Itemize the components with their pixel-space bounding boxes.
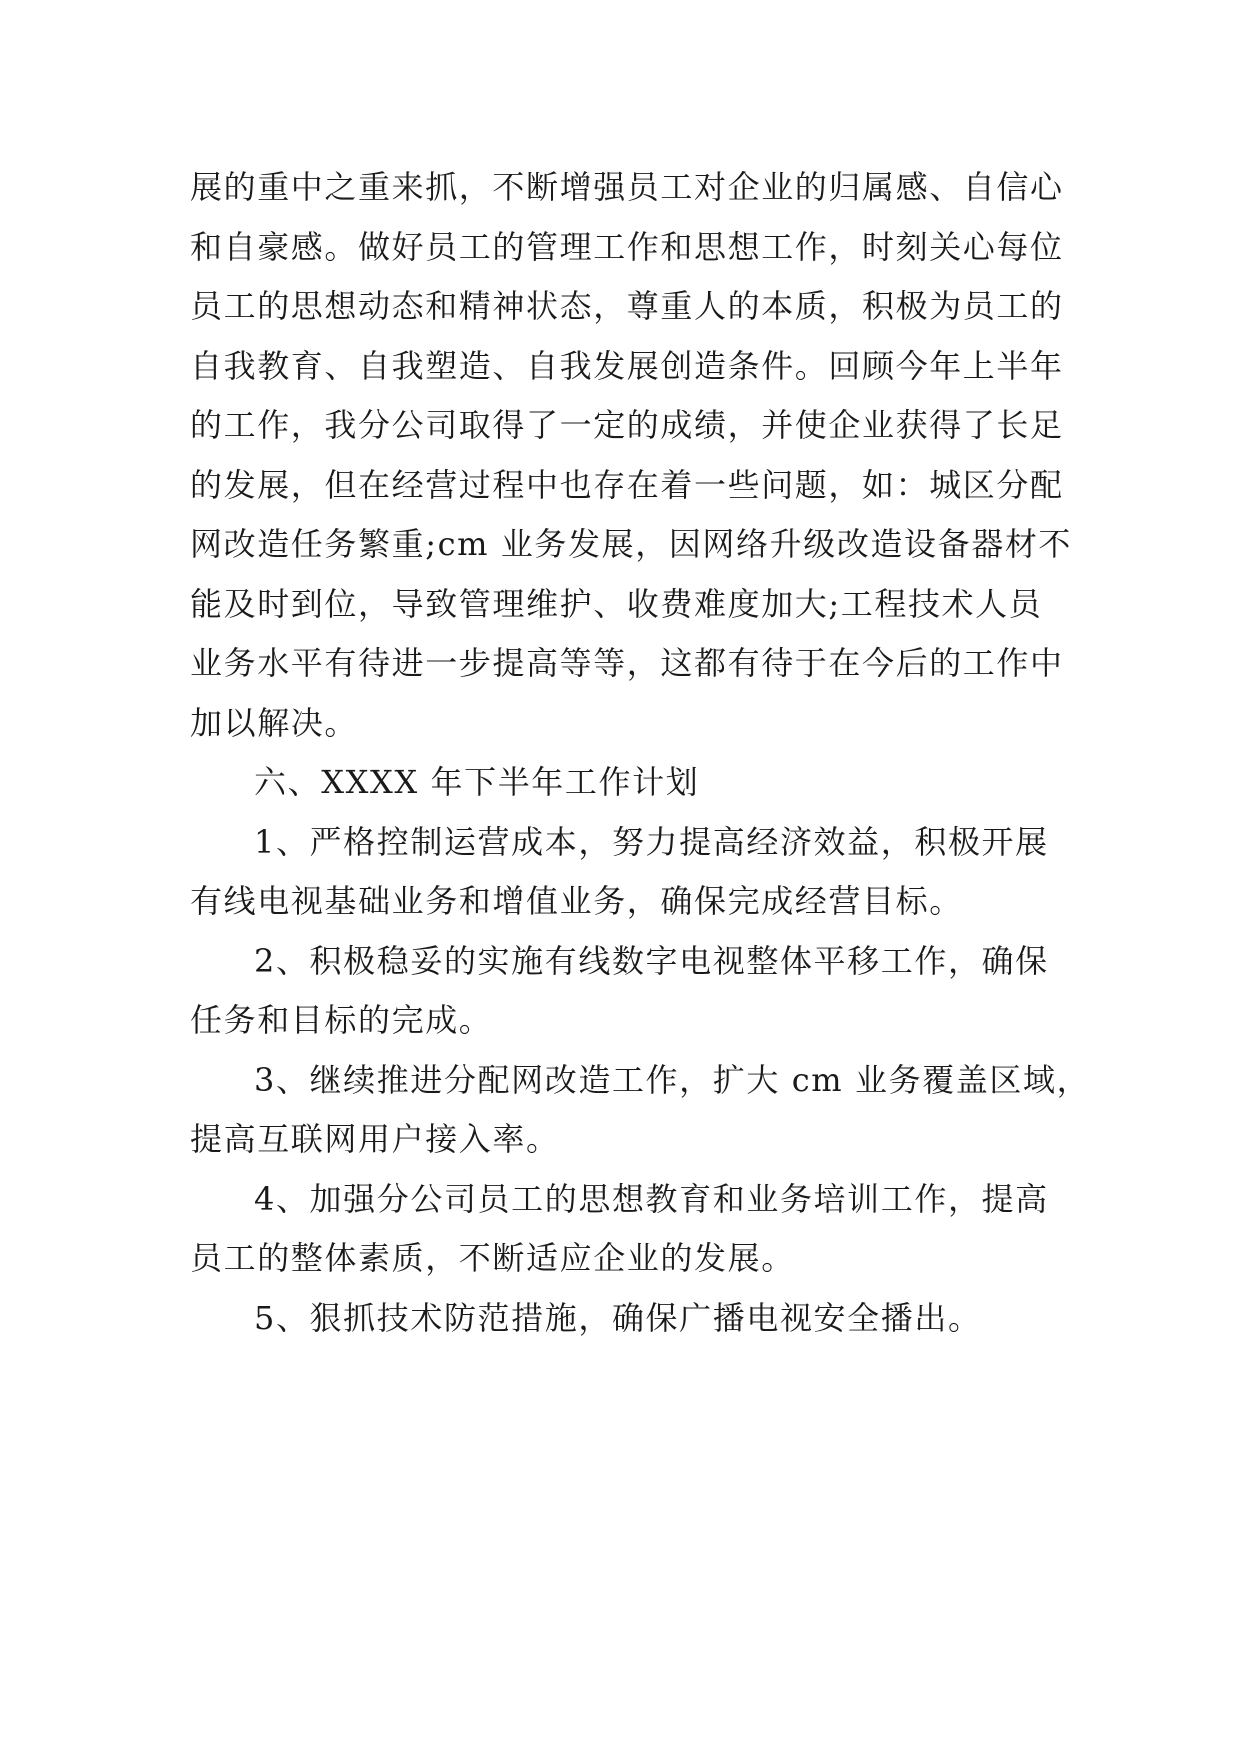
plan-item-5: 5、狠抓技术防范措施，确保广播电视安全播出。 [254,1298,982,1337]
plan-item-1-end: 有线电视基础业务和增值业务，确保完成经营目标。 [190,882,963,920]
text-line: 展的重中之重来抓，不断增强员工对企业的归属感、自信心 [190,168,1064,206]
plan-item-2-start: 2、积极稳妥的实施有线数字电视整体平移工作，确保 [254,941,1049,980]
text-line: 的工作，我分公司取得了一定的成绩，并使企业获得了长足 [190,406,1064,444]
text-line: 网改造任务繁重;cm 业务发展，因网络升级改造设备器材不 [190,525,1073,563]
text-line: 的发展，但在经营过程中也存在着一些问题，如：城区分配 [190,465,1064,504]
plan-item-3-end: 提高互联网用户接入率。 [190,1120,560,1158]
text-line: 业务水平有待进一步提高等等，这都有待于在今后的工作中 [190,644,1064,682]
plan-item-4-end: 员工的整体素质，不断适应企业的发展。 [190,1239,795,1277]
plan-item-1-start: 1、严格控制运营成本，努力提高经济效益，积极开展 [254,822,1049,861]
text-line: 能及时到位，导致管理维护、收费难度加大;工程技术人员 [190,584,1043,623]
plan-item-3-start: 3、继续推进分配网改造工作，扩大 cm 业务覆盖区域， [254,1060,1091,1099]
text-line: 和自豪感。做好员工的管理工作和思想工作，时刻关心每位 [190,227,1064,266]
text-line: 自我教育、自我塑造、自我发展创造条件。回顾今年上半年 [190,346,1064,385]
plan-item-4-start: 4、加强分公司员工的思想教育和业务培训工作，提高 [254,1179,1049,1218]
text-line: 员工的思想动态和精神状态，尊重人的本质，积极为员工的 [190,287,1064,325]
plan-item-2-end: 任务和目标的完成。 [190,1001,493,1039]
section-heading: 六、XXXX 年下半年工作计划 [254,763,700,801]
text-line: 加以解决。 [190,703,359,742]
document-body [190,158,1091,1348]
